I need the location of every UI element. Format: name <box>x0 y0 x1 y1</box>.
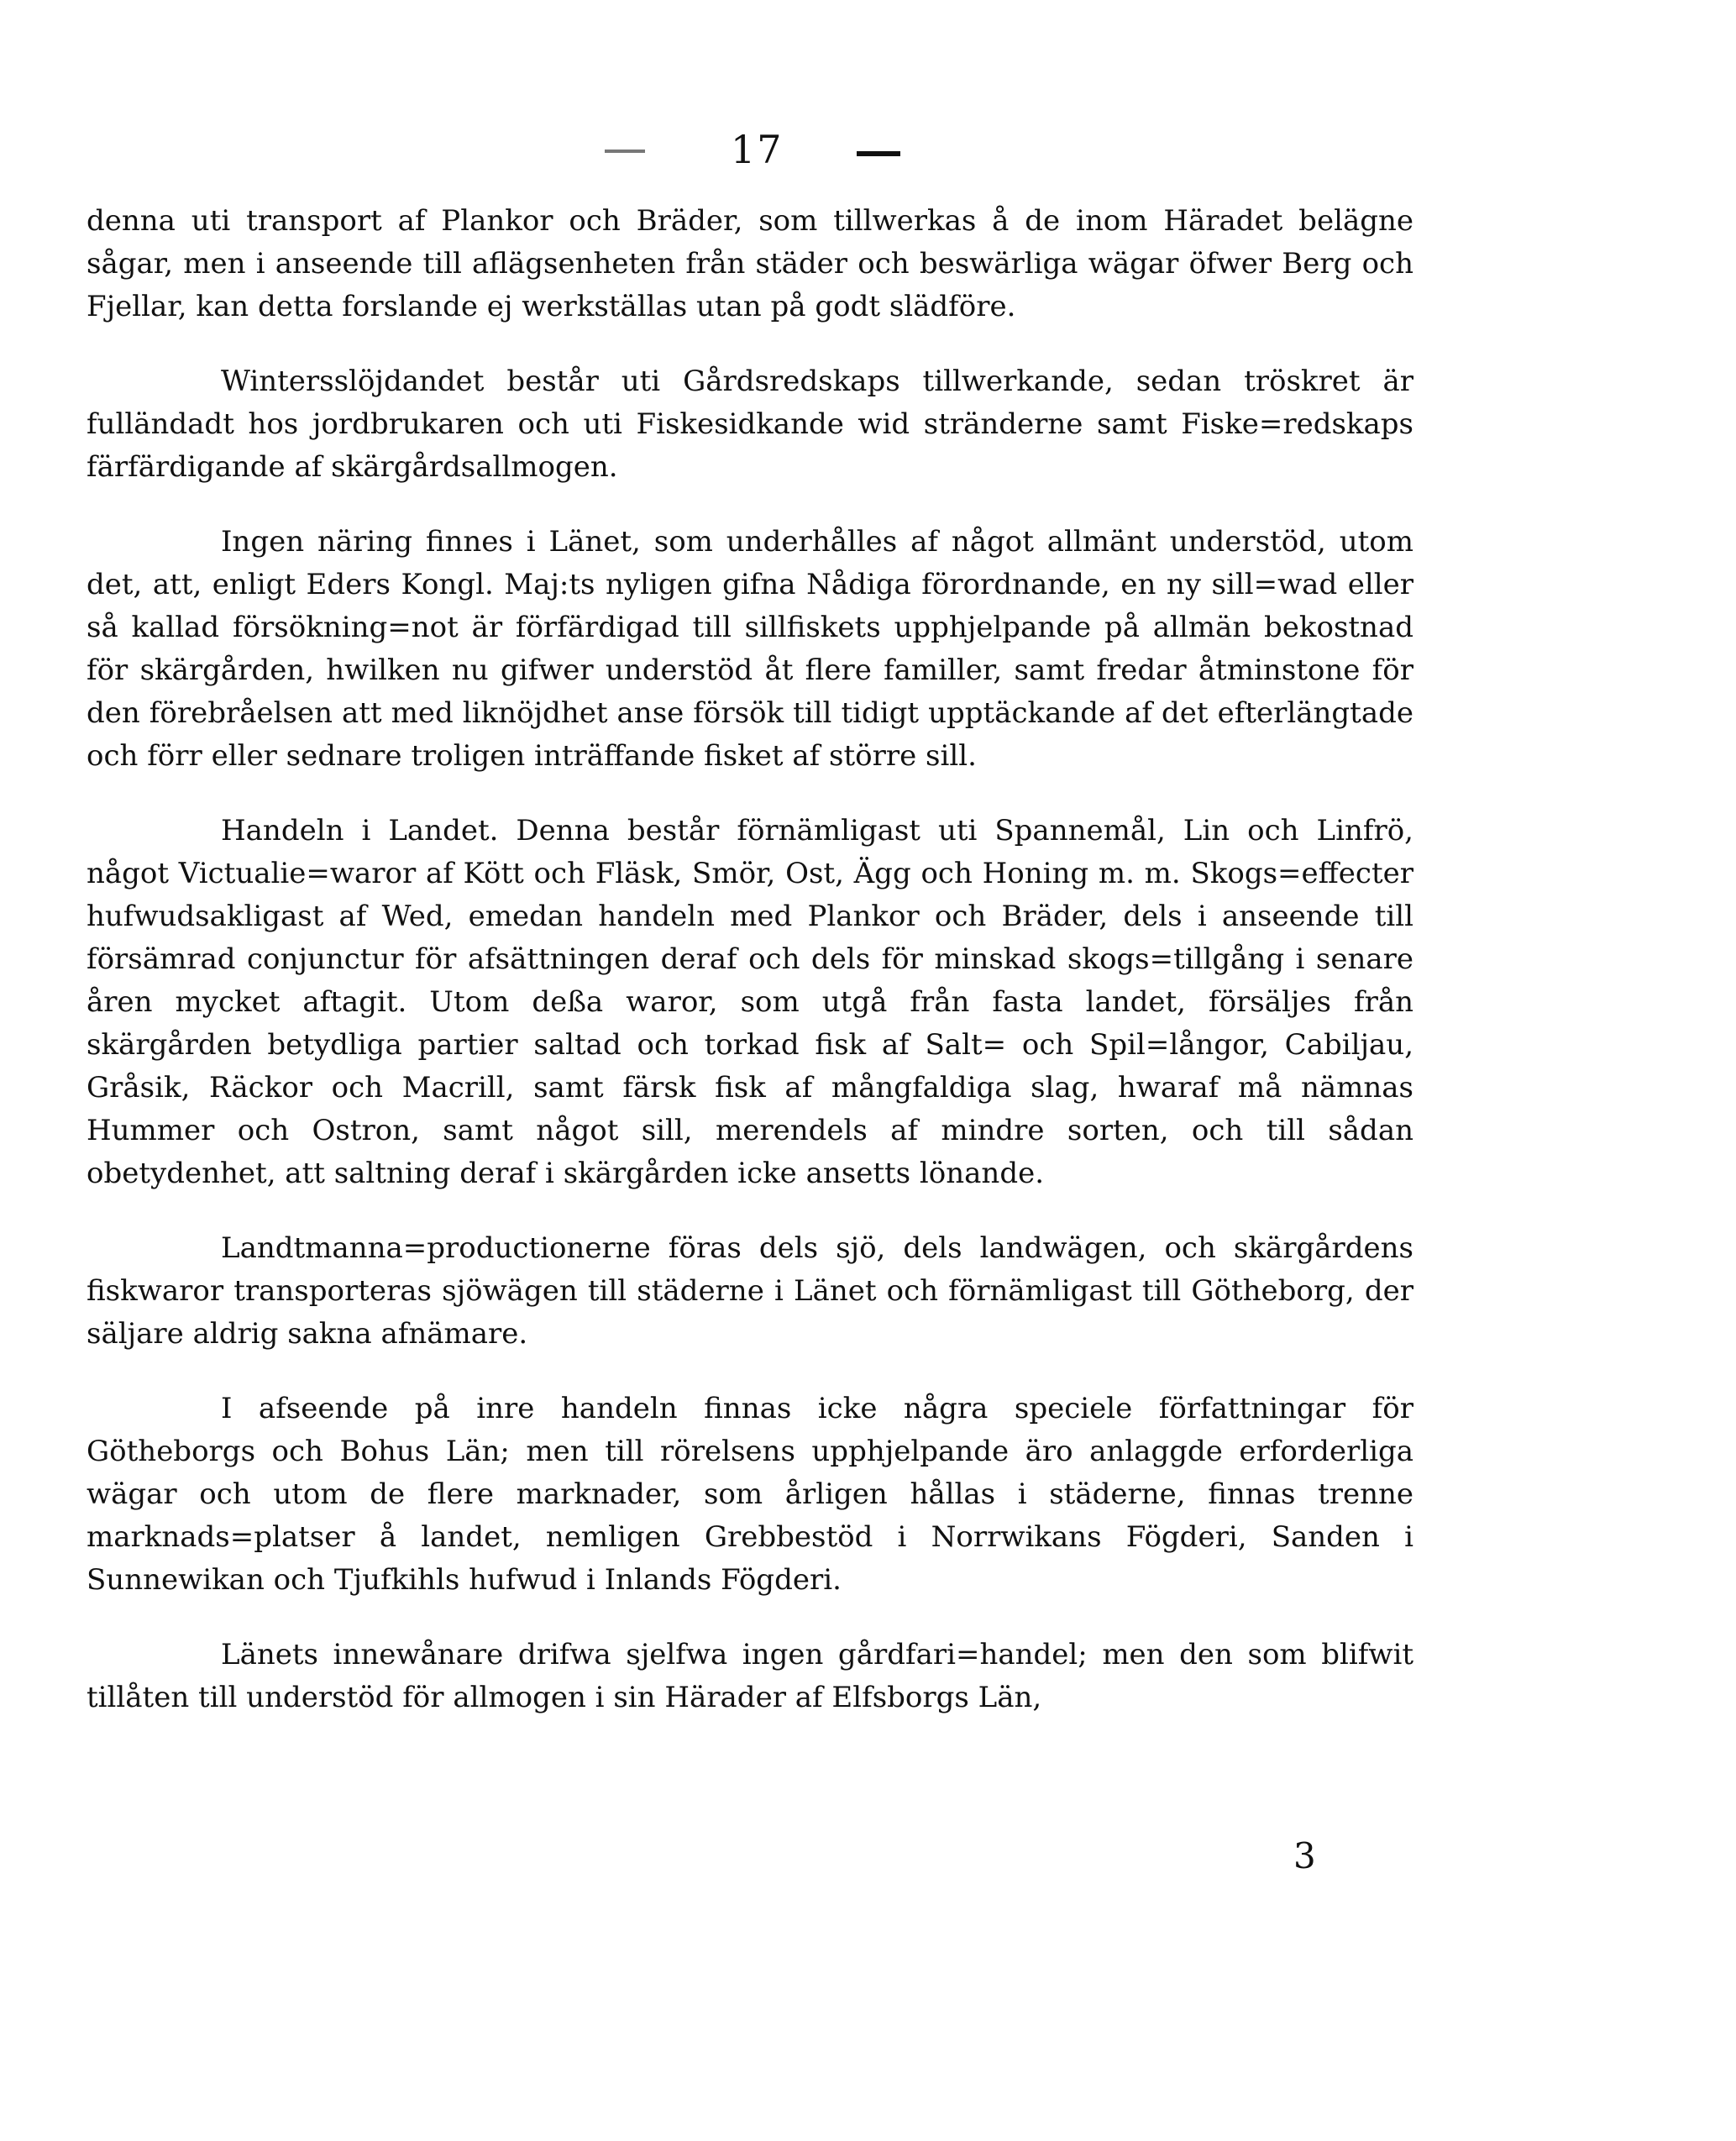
gathering-signature: 3 <box>1293 1835 1316 1876</box>
header-left-rule <box>605 150 645 153</box>
paragraph-transport: denna uti transport af Plankor och Bräder, som tillwerkas å de inom Häradet belägne sågar, men i anseende till aflägsenheten från städer och beswärliga wägar öfwer Berg och Fjellar, kan detta forslande ej werkställas utan på godt slädföre. <box>87 204 1413 323</box>
page-header <box>588 126 924 176</box>
body-text <box>87 200 1413 1751</box>
paragraph-trade-in-country: Handeln i Landet. Denna består förnämligast uti Spannemål, Lin och Linfrö, något Victualie=waror af Kött och Fläsk, Smör, Ost, Ägg och Honing m. m. Skogs=effecter hufwudsakligast af Wed, emedan handeln med Plankor och Bräder, dels i anseende till försämrad conjunctur för afsättningen deraf och dels för minskad skogs=tillgång i senare åren mycket aftagit. Utom deßa waror, som utgå från fasta landet, försäljes från skärgården betydliga partier saltad och torkad fisk af Salt= och Spil=långor, Cabiljau, Gråsik, Räckor och Macrill, samt färsk fisk af mångfaldiga slag, hwaraf må nämnas Hummer och Ostron, samt något sill, merendels af mindre sorten, och till sådan obetydenhet, att saltning deraf i skärgården icke ansetts lönande. <box>87 814 1413 1190</box>
page-number: 17 <box>731 127 784 172</box>
paragraph-farm-products: Landtmanna=productionerne föras dels sjö, dels landwägen, och skärgårdens fiskwaror transporteras sjöwägen till städerne i Länet och förnämligast till Götheborg, der säljare aldrig sakna afnämare. <box>87 1231 1413 1351</box>
paragraph-peddling: Länets innewånare drifwa sjelfwa ingen gårdfari=handel; men den som blifwit tillåten till understöd för allmogen i sin Härader af Elfsborgs Län, <box>87 1638 1413 1714</box>
paragraph-inner-trade: I afseende på inre handeln finnas icke några speciele författningar för Götheborgs och Bohus Län; men till rörelsens upphjelpande äro anlaggde erforderliga wägar och utom de flere marknader, som årligen hållas i städerne, finnas trenne marknads=platser å landet, nemligen Grebbestöd i Norrwikans Fögderi, Sanden i Sunnewikan och Tjufkihls hufwud i Inlands Fögderi. <box>87 1392 1413 1597</box>
header-right-rule <box>857 151 900 156</box>
paragraph-support: Ingen näring finnes i Länet, som underhålles af något allmänt understöd, utom det, att, enligt Eders Kongl. Maj:ts nyligen gifna Nådiga förordnande, en ny sill=wad eller så kallad försökning=not är förfärdigad till sillfiskets upphjelpande på allmän bekostnad för skärgården, hwilken nu gifwer understöd åt flere familler, samt fredar åtminstone för den förebråelsen att med liknöjdhet anse försök till tidigt upptäckande af det efterlängtade och förr eller sednare troligen inträffande fisket af större sill. <box>87 525 1413 773</box>
paragraph-winter-craft: Wintersslöjdandet består uti Gårdsredskaps tillwerkande, sedan tröskret är fulländadt hos jordbrukaren och uti Fiskesidkande wid stränderne samt Fiske=redskaps färfärdigande af skärgårdsallmogen. <box>87 365 1413 484</box>
